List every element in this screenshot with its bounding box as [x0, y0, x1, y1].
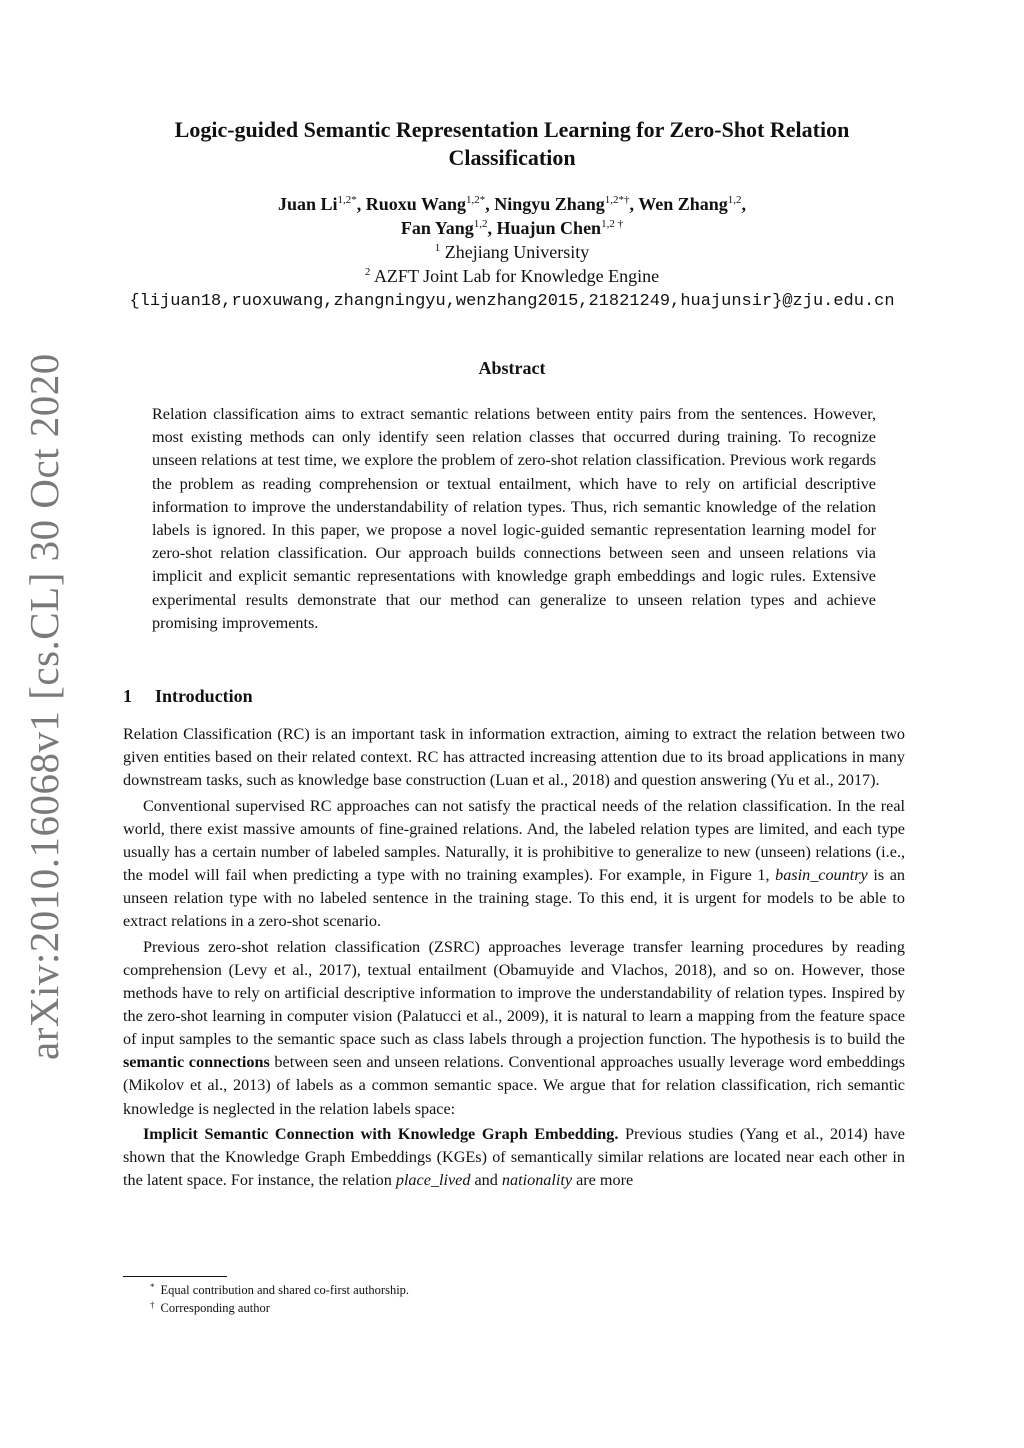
arxiv-identifier: arXiv:2010.16068v1 [cs.CL] 30 Oct 2020 [21, 353, 67, 1060]
author-name: Ruoxu Wang [365, 194, 466, 214]
section-title: Introduction [155, 686, 253, 706]
relation-term: basin_country [775, 866, 868, 885]
author-separator: , [487, 218, 497, 238]
author-separator: , [741, 194, 747, 214]
author-affiliation-mark: 1,2 [473, 218, 488, 230]
paragraph-text: is an unseen relation type with no labeled sentence in the training stage. To this end, it is urgent for models to be able to extract relations in a zero-shot scenario. [123, 866, 906, 931]
emphasis-term: semantic connections [123, 1053, 270, 1072]
paragraph-4 [123, 1123, 905, 1192]
footnote-1 [150, 1281, 409, 1299]
author-emails: {lijuan18,ruoxuwang,zhangningyu,wenzhang2015,21821249,huajunsir}@zju.edu.cn [129, 292, 895, 311]
author-block [40, 192, 984, 288]
paragraph-1: Relation Classification (RC) is an important task in information extraction, aiming to extract the relation between two given entities based on their related context. RC has attracted increasing attention due to its broad applications in many downstream tasks, such as knowledge base construction (Luan et al., 2018) and question answering (Yu et al., 2017). [123, 725, 905, 790]
author-name: Juan Li [277, 194, 338, 214]
paragraph-2 [123, 795, 905, 934]
author-affiliation-mark: 1,2 † [601, 218, 624, 230]
footnote-mark: † [150, 1300, 155, 1310]
footnote-rule [123, 1276, 227, 1277]
paragraph-text: Previous zero-shot relation classification (ZSRC) approaches leverage transfer learning procedures by reading comprehension (Levy et al., 2017), textual entailment (Obamuyide and Vlachos, 2018), and so on. However, those methods have to rely on artificial descriptive information to improve the understandability of relation types. Inspired by the zero-shot learning in computer vision (Palatucci et al., 2009), it is natural to learn a mapping from the feature space of input samples to the semantic space such as class labels through a projection function. The hypothesis is to build the [123, 937, 905, 1049]
affiliation-name: AZFT Joint Lab for Knowledge Engine [373, 266, 660, 286]
author-line-2 [40, 216, 984, 240]
affiliation-name: Zhejiang University [444, 242, 590, 262]
affiliation-2 [40, 264, 984, 288]
paper-title: Logic-guided Semantic Representation Learning for Zero-Shot Relation Classification [174, 117, 850, 170]
author-affiliation-mark: 1,2 [727, 194, 742, 206]
author-separator: , [356, 194, 366, 214]
paragraph-text: are more [572, 1171, 634, 1190]
paragraph-text: Conventional supervised RC approaches can not satisfy the practical needs of the relation classification. In the real world, there exist massive amounts of fine-grained relations. And, the labeled relation types are limited, and each type usually has a certain number of labeled samples. Naturally, it is prohibitive to generalize to new (unseen) relations (i.e., the model will fail when predicting a type with no training examples). For example, in Figure 1, [123, 796, 905, 885]
abstract-heading: Abstract [478, 358, 546, 378]
author-affiliation-mark: 1,2*† [604, 194, 630, 206]
footnotes [150, 1281, 409, 1317]
author-name: Fan Yang [400, 218, 474, 238]
section-number: 1 [123, 686, 132, 706]
relation-term: place_lived [395, 1171, 471, 1190]
author-name: Huajun Chen [496, 218, 602, 238]
author-affiliation-mark: 1,2* [465, 194, 486, 206]
footnote-2 [150, 1299, 409, 1317]
paragraph-text: and [470, 1171, 502, 1190]
paragraph-lead-heading: Implicit Semantic Connection with Knowledge Graph Embedding. [143, 1125, 619, 1144]
footnote-text: Corresponding author [160, 1301, 270, 1315]
paragraph-3 [123, 936, 905, 1121]
paragraph-text: Previous studies (Yang et al., 2014) have shown that the Knowledge Graph Embeddings (KGEs) of semantically similar relations are located near each other in the latent space. For instance, the relation [123, 1125, 905, 1190]
introduction-body [123, 723, 905, 1195]
footnote-text: Equal contribution and shared co-first authorship. [160, 1283, 410, 1297]
relation-term: nationality [501, 1171, 573, 1190]
abstract-text: Relation classification aims to extract semantic relations between entity pairs from the sentences. However, most existing methods can only identify seen relation classes that occurred during training. To recognize unseen relations at test time, we explore the problem of zero-shot relation classification. Previous work regards the problem as reading comprehension or textual entailment, which have to rely on artificial descriptive information to improve the understandability of relation types. Thus, rich semantic knowledge of the relation labels is ignored. In this paper, we propose a novel logic-guided semantic representation learning model for zero-shot relation classification. Our approach builds connections between seen and unseen relations via implicit and explicit semantic representations with knowledge graph embeddings and logic rules. Extensive experimental results demonstrate that our method can generalize to unseen relation types and achieve promising improvements. [152, 405, 876, 632]
footnote-mark: * [150, 1282, 155, 1292]
author-affiliation-mark: 1,2* [337, 194, 357, 206]
affiliation-1 [40, 240, 984, 264]
affiliation-mark: 2 [364, 266, 371, 278]
affiliation-mark: 1 [434, 242, 441, 254]
author-separator: , [485, 194, 495, 214]
section-heading-introduction [123, 684, 253, 708]
author-line-1 [40, 192, 984, 216]
author-name: Wen Zhang [638, 194, 728, 214]
paragraph-text: between seen and unseen relations. Conventional approaches usually leverage word embeddings (Mikolov et al., 2013) of labels as a common semantic space. We argue that for relation classification, rich semantic knowledge is neglected in the relation labels space: [123, 1053, 905, 1118]
author-separator: , [629, 194, 639, 214]
author-name: Ningyu Zhang [494, 194, 605, 214]
